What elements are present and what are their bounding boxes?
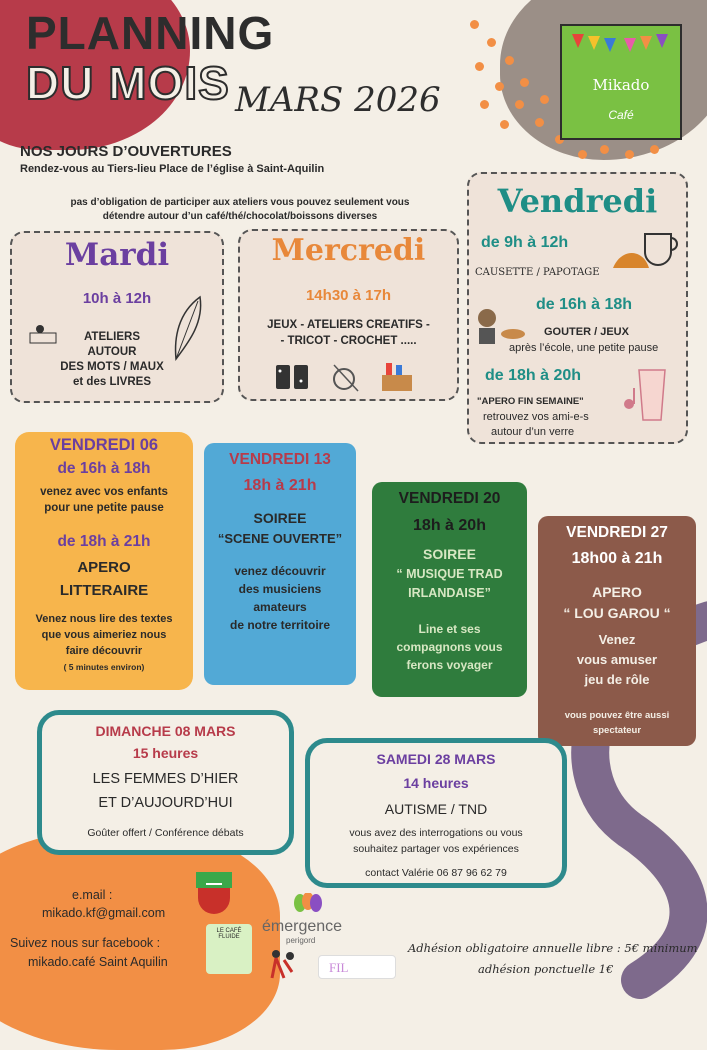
title-line-2: DU MOIS: [26, 57, 230, 109]
dimanche-text: Goûter offert / Conférence débats: [87, 827, 244, 839]
v06-title: VENDREDI 06: [49, 436, 159, 454]
mikado-cafe-logo: [560, 24, 682, 140]
dimanche-head-2: ET D’AUJOURD’HUI: [98, 795, 233, 811]
v06-time-2: de 18h à 21h: [57, 533, 151, 550]
v27-title: VENDREDI 27: [566, 524, 668, 541]
adhesion-ponctuelle: adhésion ponctuelle 1€: [478, 962, 614, 976]
facebook-label: Suivez nous sur facebook :: [10, 936, 161, 950]
dimanche-time: 15 heures: [132, 745, 199, 761]
mercredi-line-2: - TRICOT - CROCHET .....: [280, 335, 417, 347]
v20-head-1: SOIREE: [423, 546, 476, 562]
logo-text: Mikado: [592, 76, 650, 94]
v13-time: 18h à 21h: [243, 477, 317, 494]
v13-head-1: SOIREE: [253, 510, 307, 526]
v06-head-2a: APERO: [77, 559, 131, 576]
cafe-fluide-text: LE CAFÉ FLUIDE: [216, 928, 242, 940]
v06-text-1a: venez avec vos enfants: [40, 486, 168, 498]
email-value[interactable]: mikado.kf@gmail.com: [42, 906, 166, 920]
title-line-1: PLANNING: [26, 7, 275, 59]
v27-head-2: “ LOU GAROU “: [563, 605, 671, 621]
vendredi-slot2-time: de 16h à 18h: [536, 296, 633, 313]
v13-text-2: des musiciens: [238, 582, 322, 596]
v06-text-2a: Venez nous lire des textes: [35, 613, 173, 625]
intro-note-line-2: détendre autour d’un café/thé/chocolat/boissons diverses: [102, 211, 378, 222]
adhesion-annual: Adhésion obligatoire annuelle libre : 5€ minimum: [408, 941, 698, 955]
dance-icon: [262, 948, 302, 984]
vendredi-slot3-time: de 18h à 20h: [485, 367, 582, 384]
quill-icon: [168, 293, 208, 363]
v20-text-1: Line et ses: [418, 622, 481, 636]
mardi-line-2: AUTOUR: [87, 346, 137, 358]
emergence-subtext: perigord: [286, 936, 316, 945]
vendredi-day: Vendredi: [497, 182, 658, 220]
v20-text-3: ferons voyager: [406, 658, 493, 672]
coffee-croissant-icon: [609, 220, 681, 280]
games-crafts-icons: [274, 361, 424, 393]
v20-head-3: IRLANDAISE”: [408, 586, 491, 600]
v27-text-1: Venez: [598, 632, 636, 647]
dimanche-title: DIMANCHE 08 MARS: [95, 723, 236, 739]
vendredi-card: [467, 172, 688, 444]
mercredi-day: Mercredi: [271, 233, 426, 268]
vendredi-06-card: [15, 432, 193, 690]
intro-note-line-1: pas d’obligation de participer aux ateliers vous pouvez seulement vous: [70, 197, 410, 208]
vendredi-27-card: [538, 516, 696, 746]
samedi-text-1: vous avez des interrogations ou vous: [349, 827, 523, 839]
mardi-line-4: et des LIVRES: [73, 376, 151, 388]
v06-text-2c: faire découvrir: [65, 645, 143, 657]
emergence-text: émergence: [262, 918, 343, 935]
vendredi-slot3-line-2: autour d’un verre: [491, 426, 575, 438]
v27-text-3: jeu de rôle: [584, 672, 650, 687]
mardi-day: Mardi: [64, 237, 170, 273]
opening-days-heading: NOS JOURS D’OUVERTURES: [20, 143, 232, 160]
v20-title: VENDREDI 20: [398, 490, 501, 507]
samedi-head: AUTISME / TND: [384, 801, 488, 817]
v13-text-1: venez découvrir: [234, 564, 326, 578]
v06-text-2d: ( 5 minutes environ): [63, 662, 145, 672]
v20-time: 18h à 20h: [413, 517, 486, 534]
mardi-line-1: ATELIERS: [83, 331, 140, 343]
dimanche-head-1: LES FEMMES D’HIER: [92, 771, 239, 787]
samedi-title: SAMEDI 28 MARS: [376, 751, 496, 767]
mercredi-card: [238, 229, 459, 401]
samedi-contact: contact Valérie 06 87 96 62 79: [365, 867, 507, 879]
v27-text-2: vous amuser: [576, 652, 658, 667]
samedi-text-2: souhaitez partager vos expériences: [353, 843, 519, 855]
logo-subtext: Café: [608, 108, 634, 122]
leaves-icon: [292, 893, 322, 913]
vendredi-slot3-line-1: retrouvez vos ami-e-s: [483, 411, 589, 423]
mardi-time: 10h à 12h: [82, 290, 152, 307]
v27-small-2: spectateur: [592, 725, 642, 736]
vendredi-slot1-time: de 9h à 12h: [481, 234, 569, 251]
mercredi-line-1: JEUX - ATELIERS CREATIFS -: [267, 319, 430, 331]
v06-time-1: de 16h à 18h: [57, 460, 151, 477]
mardi-line-3: DES MOTS / MAUX: [60, 361, 164, 373]
mercredi-time: 14h30 à 17h: [305, 287, 392, 304]
vendredi-20-card: [372, 482, 527, 697]
bunting-icon: [562, 26, 680, 76]
drinks-music-icon: [619, 364, 679, 428]
svg-text:FIL: FIL: [329, 960, 349, 975]
vendredi-slot2-title: GOUTER / JEUX: [544, 326, 629, 338]
dimanche-08-card: [37, 710, 294, 855]
mardi-card: [10, 231, 224, 403]
v06-head-2b: LITTERAIRE: [59, 582, 149, 599]
v13-text-4: de notre territoire: [229, 618, 331, 632]
v27-time: 18h00 à 21h: [571, 550, 663, 567]
reader-icon: [26, 323, 60, 347]
fila-mark-icon: [319, 956, 395, 978]
address-text: Rendez-vous au Tiers-lieu Place de l’église à Saint-Aquilin: [20, 163, 325, 175]
month-title: MARS 2026: [235, 80, 441, 120]
samedi-time: 14 heures: [403, 775, 469, 791]
goûter-icon: [473, 304, 529, 346]
vendredi-13-card: [204, 443, 356, 685]
vendredi-slot1-text: CAUSETTE / PAPOTAGE: [475, 267, 600, 278]
email-label: e.mail :: [72, 888, 113, 902]
facebook-value[interactable]: mikado.café Saint Aquilin: [28, 955, 168, 969]
v13-head-2: “SCENE OUVERTE”: [217, 531, 343, 546]
v20-text-2: compagnons vous: [396, 640, 503, 654]
fila-logo: [318, 955, 396, 979]
v27-head-1: APERO: [592, 584, 642, 600]
v06-text-1b: pour une petite pause: [44, 502, 164, 514]
cafe-fluide-logo: [206, 924, 252, 974]
vendredi-slot2-text: après l’école, une petite pause: [509, 342, 659, 354]
vendredi-slot3-title: "APERO FIN SEMAINE": [477, 396, 584, 407]
v20-head-2: “ MUSIQUE TRAD: [396, 567, 503, 581]
v13-title: VENDREDI 13: [229, 451, 331, 468]
coat-of-arms-icon: [196, 872, 232, 914]
v06-text-2b: que vous aimeriez nous: [41, 629, 167, 641]
v13-text-3: amateurs: [253, 600, 307, 614]
v27-small-1: vous pouvez être aussi: [564, 710, 670, 721]
emergence-logo: [262, 893, 354, 945]
samedi-28-card: [305, 738, 567, 888]
